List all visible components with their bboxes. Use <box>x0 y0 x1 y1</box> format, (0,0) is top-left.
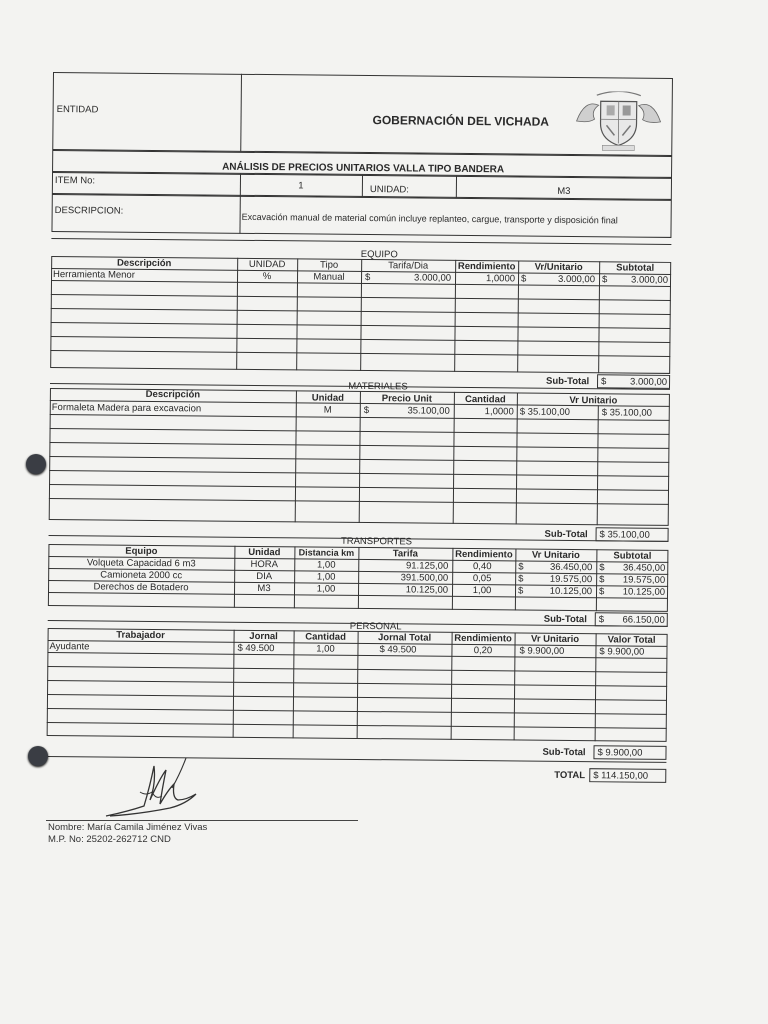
mat-h-vr: Vr Unitario <box>569 394 618 407</box>
descripcion-label: DESCRIPCION: <box>54 205 124 217</box>
gobernacion-title: GOBERNACIÓN DEL VICHADA <box>372 113 550 129</box>
equipo-subtotal-value: 3.000,00 <box>630 376 668 388</box>
cost-analysis-sheet <box>46 72 673 788</box>
tr-row-desc: Volqueta Capacidad 6 m3 <box>86 557 196 570</box>
tr-h-rendimiento: Rendimiento <box>455 548 513 561</box>
mat-h-precio: Precio Unit <box>381 393 433 405</box>
tr-row-unidad: HORA <box>250 558 279 571</box>
tr-row-cur: $ <box>518 561 524 573</box>
materiales-section-title: MATERIALES <box>348 380 408 393</box>
unidad-label: UNIDAD: <box>369 184 409 196</box>
tr-row-tarifa: 10.125,00 <box>405 584 449 596</box>
equipo-h-desc: Descripción <box>116 257 172 270</box>
analysis-title: ANÁLISIS DE PRECIOS UNITARIOS VALLA TIPO BANDERA <box>222 161 505 176</box>
mat-row-desc: Formaleta Madera para excavacion <box>51 402 202 415</box>
tr-row-desc: Camioneta 2000 cc <box>100 569 183 582</box>
equipo-row-vr: 3.000,00 <box>557 273 596 286</box>
tr-subtotal-label: Sub-Total <box>543 613 587 626</box>
equipo-section-title: EQUIPO <box>360 248 398 261</box>
transportes-section-title: TRANSPORTES <box>340 535 413 548</box>
tr-h-unidad: Unidad <box>248 546 281 559</box>
equipo-h-rend: Rendimiento <box>457 260 516 273</box>
equipo-subtotal-cur: $ <box>600 376 607 388</box>
descripcion-value: Excavación manual de material común incluye replanteo, cargue, transporte y disposición final <box>241 211 618 226</box>
tr-row-dist: 1,00 <box>316 583 336 595</box>
personal-section-title: PERSONAL <box>349 620 402 633</box>
mat-row-unidad: M <box>323 404 332 416</box>
per-h-jornal: Jornal <box>249 630 278 643</box>
equipo-row-cur1: $ <box>364 272 371 284</box>
mat-row-subtotal: $ 35.100,00 <box>601 407 652 419</box>
equipo-row-rend: 1,0000 <box>485 273 516 285</box>
per-h-jornal-total: Jornal Total <box>377 632 432 644</box>
equipo-row-cur2: $ <box>520 273 527 285</box>
per-h-cantidad: Cantidad <box>305 631 346 643</box>
tr-row-sub: 19.575,00 <box>622 574 666 586</box>
per-h-trabajador: Trabajador <box>116 629 165 642</box>
equipo-h-vr: Vr/Unitario <box>534 261 583 274</box>
per-row-cantidad: 1,00 <box>316 643 335 655</box>
tr-row-vr: 36.450,00 <box>549 561 593 574</box>
tr-row-cur2: $ <box>599 562 605 574</box>
mat-subtotal-label: Sub-Total <box>544 528 588 541</box>
tr-h-equipo: Equipo <box>125 545 158 558</box>
per-subtotal-value: $ 9.900,00 <box>597 747 643 759</box>
per-row-vr: $ 9.900,00 <box>519 645 565 657</box>
tr-row-sub: 36.450,00 <box>622 562 666 574</box>
equipo-row-cur3: $ <box>601 274 608 286</box>
tr-row-tarifa: 391.500,00 <box>400 572 449 584</box>
per-row-total: $ 49.500 <box>379 644 417 656</box>
equipo-row-unidad: % <box>262 271 272 283</box>
equipo-row-tarifa: 3.000,00 <box>414 272 452 284</box>
item-value: 1 <box>298 180 304 192</box>
tr-row-vr: 10.125,00 <box>549 585 593 598</box>
tr-row-rend: 1,00 <box>472 585 492 597</box>
tr-row-vr: 19.575,00 <box>549 573 593 586</box>
tr-h-vr: Vr Unitario <box>531 549 580 562</box>
tr-row-cur2: $ <box>598 586 605 598</box>
mat-h-cantidad: Cantidad <box>464 393 506 406</box>
equipo-h-unidad: UNIDAD <box>248 258 286 271</box>
tr-row-rend: 0,40 <box>472 561 492 573</box>
tr-row-tarifa: 91.125,00 <box>405 560 449 572</box>
signature-line <box>46 820 358 821</box>
tr-row-unidad: DIA <box>256 570 273 583</box>
mat-row-cantidad: 1,0000 <box>484 406 514 418</box>
entidad-label: ENTIDAD <box>56 104 99 116</box>
per-subtotal-label: Sub-Total <box>542 746 586 759</box>
tr-row-cur: $ <box>518 573 524 585</box>
tr-row-cur: $ <box>517 585 524 597</box>
mat-row-precio: 35.100,00 <box>407 405 450 417</box>
mat-row-cur: $ <box>363 404 370 417</box>
equipo-row-tipo: Manual <box>313 271 345 283</box>
mat-subtotal-value: $ 35.100,00 <box>599 529 650 541</box>
coat-of-arms-emblem <box>570 91 667 152</box>
tr-row-dist: 1,00 <box>316 559 336 571</box>
signer-license: M.P. No: 25202-262712 CND <box>48 834 171 845</box>
total-label: TOTAL <box>554 769 586 782</box>
equipo-h-subtotal: Subtotal <box>616 262 655 274</box>
tr-row-dist: 1,00 <box>316 571 336 583</box>
tr-row-unidad: M3 <box>257 582 271 595</box>
tr-row-rend: 0,05 <box>472 573 492 585</box>
tr-subtotal-value: 66.150,00 <box>622 614 665 626</box>
per-row-rendimiento: 0,20 <box>473 645 493 657</box>
per-row-valor: $ 9.900,00 <box>599 646 645 658</box>
equipo-subtotal-label: Sub-Total <box>546 375 590 388</box>
item-divider-2 <box>362 175 363 197</box>
tr-h-tarifa: Tarifa <box>392 548 419 560</box>
mat-row-vr: $ 35.100,00 <box>519 406 570 418</box>
per-h-rendimiento: Rendimiento <box>454 632 512 645</box>
mat-h-unidad: Unidad <box>311 392 345 404</box>
equipo-separator <box>51 238 671 245</box>
equipo-h-tarifa: Tarifa/Dia <box>388 260 429 272</box>
total-value: $ 114.150,00 <box>593 770 649 782</box>
mat-h-desc: Descripción <box>145 388 201 401</box>
tr-row-sub: 10.125,00 <box>622 586 666 598</box>
tr-row-cur2: $ <box>599 574 605 586</box>
tr-h-subtotal: Subtotal <box>613 550 652 562</box>
per-h-valor-total: Valor Total <box>607 634 656 646</box>
per-row-desc: Ayudante <box>49 640 90 653</box>
unidad-value: M3 <box>557 185 571 197</box>
equipo-row-subtotal: 3.000,00 <box>630 274 669 286</box>
equipo-h-tipo: Tipo <box>320 259 339 271</box>
binder-hole <box>26 454 46 474</box>
equipo-row-desc: Herramienta Menor <box>53 269 135 281</box>
per-row-jornal: $ 49.500 <box>237 642 275 655</box>
binder-hole <box>28 746 48 766</box>
tr-row-desc: Derechos de Botadero <box>93 581 189 594</box>
tr-subtotal-cur: $ <box>598 614 605 626</box>
signer-name: Nombre: María Camila Jiménez Vivas <box>48 822 208 833</box>
item-label: ITEM No: <box>54 175 96 187</box>
tr-h-distancia: Distancia km <box>298 547 355 558</box>
per-h-vr: Vr Unitario <box>530 633 580 646</box>
